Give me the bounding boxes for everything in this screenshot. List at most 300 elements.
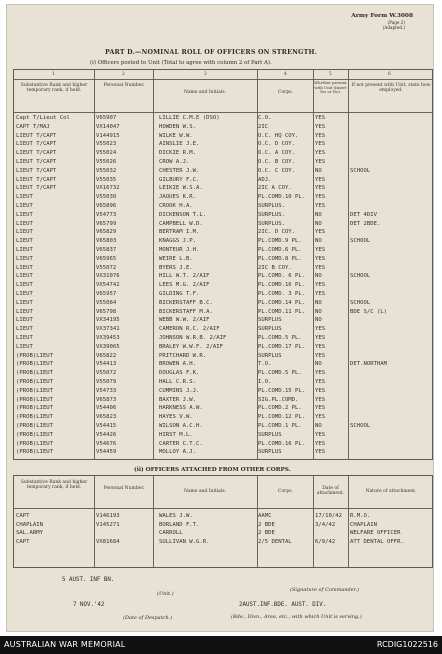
attached-row [14, 529, 434, 537]
officer-corps: I.O. [258, 379, 272, 385]
archive-banner [0, 636, 442, 654]
officer-rank: LIEUT T/CAPT [16, 159, 57, 165]
officer-rank: LIEUT [16, 194, 33, 201]
officer-corps: O.C. HQ COY. [258, 132, 299, 139]
officer-present: YES [315, 370, 326, 377]
officer-rank: LIEUT [16, 238, 33, 245]
officer-corps: SURPLUS [258, 317, 282, 324]
officer-row [14, 246, 434, 254]
formation-value: 2AUST.INF.BDE. AUST. DIV. [239, 602, 327, 608]
officer-row [14, 140, 434, 148]
officer-personal-number: VX14047 [96, 123, 120, 130]
officer-name: CARTER C.T.C. [159, 440, 203, 447]
part-d-ii-title: (ii) OFFICERS ATTACHED FROM OTHER CORPS. [134, 467, 291, 473]
officer-rank: LIEUT T/CAPT [16, 185, 57, 192]
officer-present: YES [315, 449, 326, 456]
officer-corps: SIG.PL.COMD. [258, 396, 299, 403]
attached-officers-table [13, 475, 433, 568]
attached-corps: 2 BDE [258, 521, 275, 528]
officer-corps: PL.COMD. 6 PL. [258, 273, 306, 280]
officer-corps: ADJ. [258, 176, 272, 183]
officer-rank: (PROB)LIEUT [16, 423, 54, 429]
attached-rank: SAL.ARMY [16, 530, 43, 537]
officer-row [14, 264, 434, 272]
officer-personal-number: V54676 [96, 440, 117, 447]
officer-rank: (PROB)LIEUT [16, 405, 54, 412]
officer-rank: LIEUT [16, 255, 33, 262]
officer-employment: DET 2BDE. [350, 220, 381, 227]
officer-personal-number: V55032 [96, 167, 117, 174]
attached-row [14, 538, 434, 546]
officer-present: YES [315, 203, 326, 209]
attached-header-nature: Nature of attachment. [365, 489, 417, 494]
officer-personal-number: V65823 [96, 414, 117, 421]
officer-present: YES [315, 115, 326, 121]
officer-corps: SURPLUS. [258, 211, 285, 218]
attached-corps: 2 BDE [258, 530, 275, 537]
officer-present: NO [315, 317, 322, 324]
officer-name: HARKNESS A.W. [159, 405, 203, 412]
officer-rank: LIEUT T/CAPT [16, 167, 57, 174]
officer-personal-number: V65822 [96, 352, 117, 359]
header-present: Whether present with Unit (Insert Yes or No). [314, 80, 347, 95]
officer-name: BICKERSTAFF B.C. [159, 299, 213, 306]
officer-present: NO [315, 238, 322, 245]
officer-name: CAMPBELL W.D. [159, 220, 203, 227]
form-number: Army Form W.3008 [351, 13, 413, 19]
officer-corps: PL.COMD.1 PL. [258, 423, 302, 429]
officer-personal-number: V65799 [96, 220, 117, 227]
officer-name: MOLLOY A.J. [159, 449, 197, 456]
officer-present: YES [315, 405, 326, 412]
officer-name: BYERS J.E. [159, 264, 193, 271]
officer-employment: BDE S/C (L) [350, 308, 388, 315]
officer-present: YES [315, 141, 326, 148]
officer-personal-number: V65798 [96, 308, 117, 315]
officer-personal-number: V65965 [96, 255, 117, 262]
officer-corps: PL.COMD.9 PL. [258, 238, 302, 245]
officer-row [14, 308, 434, 316]
officer-corps: PL.COMD.16 PL. [258, 440, 306, 447]
officer-row [14, 255, 434, 263]
officer-name: GILDING T.F. [159, 291, 200, 297]
officer-present: NO [315, 220, 322, 227]
officer-personal-number: V55026 [96, 159, 117, 165]
officer-rank: (PROB)LIEUT [16, 370, 54, 377]
date-label: (Date of Despatch.) [123, 615, 173, 621]
officers-on-strength-table [13, 69, 433, 460]
officer-row [14, 325, 434, 333]
officer-row [14, 334, 434, 342]
attached-employment: WELFARE OFFICER [350, 530, 401, 537]
officer-corps: SURPLUS [258, 431, 282, 438]
officer-name: DICKENSON T.L. [159, 211, 207, 218]
officer-personal-number: VX39453 [96, 335, 120, 341]
officer-rank: LIEUT [16, 343, 33, 350]
officer-row [14, 316, 434, 324]
officer-personal-number: VX31076 [96, 273, 120, 280]
unit-value: 5 AUST. INF BN. [62, 577, 115, 583]
officer-personal-number: V55084 [96, 299, 117, 306]
officer-present: YES [315, 247, 326, 253]
officer-name: CUMMINS J.J. [159, 387, 200, 394]
officer-rank: LIEUT T/CAPT [16, 132, 57, 139]
officer-personal-number: VX39065 [96, 343, 120, 350]
header-divider [14, 112, 432, 113]
officer-row [14, 404, 434, 412]
attached-header-rank: Substantive Rank and higher temporary rank, if held. [20, 480, 88, 491]
officer-corps: O.C. C COY. [258, 167, 296, 174]
officer-name: BERTRAM I.M. [159, 229, 200, 236]
officer-employment: SCHOOL [350, 423, 371, 429]
officer-personal-number: V55030 [96, 194, 117, 201]
attached-header-date: Date of attachment. [316, 486, 345, 497]
officer-employment: DET.NORTHAM [350, 361, 388, 368]
officer-corps: PL.COMD.16 PL. [258, 282, 306, 289]
officer-rank: (PROB)LIEUT [16, 396, 54, 403]
officer-present: NO [315, 211, 322, 218]
officer-personal-number: V55072 [96, 264, 117, 271]
officer-corps: PL.COMD.11 PL. [258, 308, 306, 315]
officer-name: CHESTER J.W. [159, 167, 200, 174]
officer-corps: SURPLUS. [258, 203, 285, 209]
officer-rank: (PROB)LIEUT [16, 449, 54, 456]
officer-present: NO [315, 308, 322, 315]
officer-present: YES [315, 194, 326, 201]
officer-name: WILSON A.C.H. [159, 423, 203, 429]
officer-corps: SURPLUS [258, 449, 282, 456]
officer-employment: SCHOOL [350, 273, 371, 280]
officer-corps: SURPLUS [258, 326, 282, 333]
officer-name: HALL C.R.S. [159, 379, 197, 385]
officer-personal-number: V65803 [96, 238, 117, 245]
column-number: 4 [284, 72, 287, 77]
officer-personal-number: VX34195 [96, 317, 120, 324]
officer-rank: LIEUT [16, 299, 33, 306]
officer-rank: (PROB)LIEUT [16, 379, 54, 385]
attached-row [14, 512, 434, 520]
officer-name: WEBB W.W. 2/AIF [159, 317, 210, 324]
officer-name: DICKIE R.M. [159, 150, 197, 157]
column-number: 2 [122, 72, 125, 77]
officer-name: CAMERON R.C. 2/AIF [159, 326, 220, 333]
officer-personal-number: V65907 [96, 115, 117, 121]
archive-reference: RCDIG1022516 [376, 640, 438, 649]
officer-rank: Capt T/Lieut Col [16, 115, 70, 121]
header-personal-number: Personal Number. [103, 83, 145, 88]
officer-rank: LIEUT T/CAPT [16, 176, 57, 183]
officer-row [14, 440, 434, 448]
officer-personal-number: V65837 [96, 247, 117, 253]
header-divider [14, 508, 432, 509]
officer-row [14, 378, 434, 386]
officer-present: YES [315, 440, 326, 447]
attached-name: WALES J.W. [159, 513, 193, 519]
officer-name: WILKE W.W. [159, 132, 193, 139]
officer-row [14, 158, 434, 166]
officer-rank: LIEUT [16, 203, 33, 209]
officer-rank: LIEUT [16, 229, 33, 236]
attached-row [14, 521, 434, 529]
date-value: 7 NOV.'42 [73, 602, 105, 608]
attached-present: 6/9/42 [315, 538, 336, 545]
officer-personal-number: V144915 [96, 132, 120, 139]
officer-name: BRALEY W.W.F. 2/AIF [159, 343, 223, 350]
officer-name: BICKERSTAFF M.A. [159, 308, 213, 315]
officer-rank: LIEUT [16, 317, 33, 324]
officer-row [14, 220, 434, 228]
officer-employment: SCHOOL [350, 299, 371, 306]
officer-corps: PL.COMD.5 PL. [258, 370, 302, 377]
officer-corps: PL.COMD.17 PL. [258, 343, 306, 350]
officer-row [14, 448, 434, 456]
officer-personal-number: V54459 [96, 449, 117, 456]
officer-row [14, 114, 434, 122]
officer-name: GILBURY F.C. [159, 176, 200, 183]
officer-row [14, 202, 434, 210]
attached-employment: CHAPLAIN [350, 521, 377, 528]
attached-header-corps: Corps. [278, 489, 293, 494]
officer-rank: (PROB)LIEUT [16, 414, 54, 421]
officer-corps: PL.COMD.12 PL. [258, 414, 306, 421]
officer-corps: 2IC B COY. [258, 264, 292, 271]
officer-name: KNAGGS J.P. [159, 238, 197, 245]
officer-personal-number: VX37341 [96, 326, 120, 333]
officer-employment: DET 4DIV [350, 211, 377, 218]
officer-corps: PL.COMD.8 PL. [258, 255, 302, 262]
attached-employment: ATT DENTAL OFFR. [350, 538, 404, 545]
officer-name: LILLIE C.M.E (DSO) [159, 115, 220, 121]
officer-personal-number: VX16732 [96, 185, 120, 192]
officer-personal-number: V55035 [96, 176, 117, 183]
attached-employment: R.M.O. [350, 513, 371, 519]
officer-row [14, 387, 434, 395]
officer-present: YES [315, 431, 326, 438]
officer-row [14, 431, 434, 439]
header-corps: Corps. [278, 90, 293, 95]
attached-rank: CAPT [16, 538, 30, 545]
attached-corps: AAMC [258, 513, 272, 519]
officer-present: YES [315, 132, 326, 139]
officer-name: CROOK H.A. [159, 203, 193, 209]
officer-corps: 2IC. D COY. [258, 229, 296, 236]
officer-personal-number: V54733 [96, 387, 117, 394]
attached-header-name: Name and Initials. [183, 489, 227, 494]
attached-present: 3/4/42 [315, 521, 336, 528]
attached-name: SULLIVAN W.G.R. [159, 538, 210, 545]
officer-personal-number: V65829 [96, 229, 117, 236]
officer-name: WEIRE L.B. [159, 255, 193, 262]
officer-personal-number: V55072 [96, 370, 117, 377]
officer-corps: PL.COMD.6 PL. [258, 247, 302, 253]
officer-row [14, 281, 434, 289]
officer-present: NO [315, 273, 322, 280]
officer-name: BAXTER J.W. [159, 396, 197, 403]
officer-corps: PL.COMD.14 PL. [258, 299, 306, 306]
officer-personal-number: V54773 [96, 211, 117, 218]
officer-personal-number: V54413 [96, 361, 117, 368]
attached-present: 17/10/42 [315, 513, 342, 519]
officer-name: DOUGLAS F.K. [159, 370, 200, 377]
officer-rank: LIEUT T/CAPT [16, 150, 57, 157]
officer-row [14, 272, 434, 280]
officer-present: YES [315, 379, 326, 385]
officer-name: HAYES V.W. [159, 414, 193, 421]
officer-row [14, 413, 434, 421]
officer-personal-number: V54415 [96, 423, 117, 429]
officer-rank: (PROB)LIEUT [16, 361, 54, 368]
officer-rank: LIEUT [16, 273, 33, 280]
officer-present: YES [315, 335, 326, 341]
officer-row [14, 149, 434, 157]
officer-name: AINSLIE J.E. [159, 141, 200, 148]
attached-corps: 2/5 DENTAL [258, 538, 292, 545]
attached-header-number: Personal Number. [103, 486, 145, 491]
officer-row [14, 176, 434, 184]
officer-present: YES [315, 176, 326, 183]
officer-present: YES [315, 387, 326, 394]
officer-present: YES [315, 185, 326, 192]
officer-row [14, 396, 434, 404]
officer-corps: 2IC [258, 123, 269, 130]
officer-present: YES [315, 159, 326, 165]
part-d-title: PART D.—NOMINAL ROLL OF OFFICERS ON STRENGTH. [105, 49, 318, 56]
officer-present: YES [315, 352, 326, 359]
column-number: 6 [388, 72, 391, 77]
officer-personal-number: V65957 [96, 291, 117, 297]
officer-row [14, 228, 434, 236]
officer-rank: CAPT T/MAJ [16, 123, 50, 130]
officer-employment: SCHOOL [350, 167, 371, 174]
officer-corps: PL.COMD.15 PL. [258, 387, 306, 394]
officer-corps: PL.COMD.5 PL. [258, 335, 302, 341]
officer-corps: SURPLUS [258, 352, 282, 359]
attached-personal-number: V145271 [96, 521, 120, 528]
officer-personal-number: V54426 [96, 431, 117, 438]
column-number: 5 [329, 72, 332, 77]
form-adapted: (Adapted.) [382, 25, 405, 30]
officer-name: JOHNSON W.R.B. 2/AIF [159, 335, 227, 341]
form-page: (Page 2) [387, 20, 405, 25]
officer-rank: (PROB)LIEUT [16, 352, 54, 359]
officer-present: YES [315, 229, 326, 236]
officer-row [14, 422, 434, 430]
officer-present: YES [315, 291, 326, 297]
officer-row [14, 352, 434, 360]
officer-rank: LIEUT [16, 291, 33, 297]
attached-name: CARROLL [159, 530, 183, 537]
officer-rank: LIEUT [16, 282, 33, 289]
attached-rank: CHAPLAIN [16, 521, 43, 528]
officer-row [14, 290, 434, 298]
attached-rank: CAPT [16, 513, 30, 519]
officer-personal-number: V55024 [96, 150, 117, 157]
officer-row [14, 193, 434, 201]
officer-present: NO [315, 299, 322, 306]
officer-row [14, 167, 434, 175]
officer-name: HILL W.T. 2/AIF [159, 273, 210, 280]
officer-present: YES [315, 396, 326, 403]
column-number: 3 [204, 72, 207, 77]
officer-corps: O.C. D COY. [258, 141, 296, 148]
officer-rank: LIEUT [16, 335, 33, 341]
officer-corps: O.C. B COY. [258, 159, 296, 165]
officer-name: CROW A.J. [159, 159, 190, 165]
officer-rank: LIEUT [16, 264, 33, 271]
header-name: Name and Initials. [183, 90, 227, 95]
column-number: 1 [52, 72, 55, 77]
officer-rank: (PROB)LIEUT [16, 387, 54, 394]
officer-corps: PL.COMD.10 PL. [258, 194, 306, 201]
officer-row [14, 343, 434, 351]
officer-row [14, 299, 434, 307]
attached-name: BORLAND F.T. [159, 521, 200, 528]
officer-present: YES [315, 150, 326, 157]
officer-present: YES [315, 282, 326, 289]
officer-name: LEIKIE W.S.A. [159, 185, 203, 192]
officer-employment: SCHOOL [350, 238, 371, 245]
officer-row [14, 237, 434, 245]
formation-label: (Bde., Divn., Area, etc., with which Unit is serving.) [231, 614, 362, 620]
officer-corps: C.O. [258, 115, 272, 121]
officer-present: YES [315, 326, 326, 333]
officer-rank: LIEUT T/CAPT [16, 141, 57, 148]
archive-name: AUSTRALIAN WAR MEMORIAL [4, 640, 126, 649]
officer-rank: LIEUT [16, 211, 33, 218]
officer-corps: SURPLUS. [258, 220, 285, 227]
officer-present: YES [315, 264, 326, 271]
unit-label: (Unit.) [157, 591, 174, 597]
officer-name: JAQUES K.R. [159, 194, 197, 201]
officer-name: BROWEN A.H. [159, 361, 197, 368]
officer-name: LEES M.G. 2/AIF [159, 282, 210, 289]
officer-rank: LIEUT [16, 326, 33, 333]
officer-personal-number: VX54742 [96, 282, 120, 289]
officer-rank: LIEUT [16, 247, 33, 253]
form-sheet [6, 4, 434, 632]
officer-name: HOWDEN W.S. [159, 123, 197, 130]
officer-personal-number: V54406 [96, 405, 117, 412]
officer-name: PRITCHARD W.R. [159, 352, 207, 359]
officer-corps: T.O. [258, 361, 272, 368]
part-d-subtitle: (i) Officers posted to Unit (Total to agree with column 2 of Part A). [90, 60, 272, 66]
officer-row [14, 184, 434, 192]
officer-present: YES [315, 343, 326, 350]
officer-corps: O.C. A COY. [258, 150, 296, 157]
officer-personal-number: V55079 [96, 379, 117, 385]
header-employment: If not present with Unit, state how employed. [351, 83, 431, 94]
officer-present: YES [315, 123, 326, 130]
officer-personal-number: V65896 [96, 203, 117, 209]
officer-row [14, 123, 434, 131]
officer-corps: PL.COMD. 3 PL. [258, 291, 306, 297]
officer-present: NO [315, 361, 322, 368]
officer-row [14, 360, 434, 368]
officer-present: YES [315, 414, 326, 421]
form-page-note [383, 20, 405, 30]
signature-label: (Signature of Commander.) [290, 587, 360, 593]
officer-rank: (PROB)LIEUT [16, 440, 54, 447]
officer-present: NO [315, 423, 322, 429]
officer-rank: LIEUT [16, 220, 33, 227]
attached-personal-number: V146193 [96, 513, 120, 519]
officer-corps: 2IC A COY. [258, 185, 292, 192]
officer-rank: LIEUT [16, 308, 33, 315]
attached-personal-number: VX81684 [96, 538, 120, 545]
officer-personal-number: V65873 [96, 396, 117, 403]
officer-corps: PL.COMD.2 PL. [258, 405, 302, 412]
header-divider [14, 79, 432, 80]
